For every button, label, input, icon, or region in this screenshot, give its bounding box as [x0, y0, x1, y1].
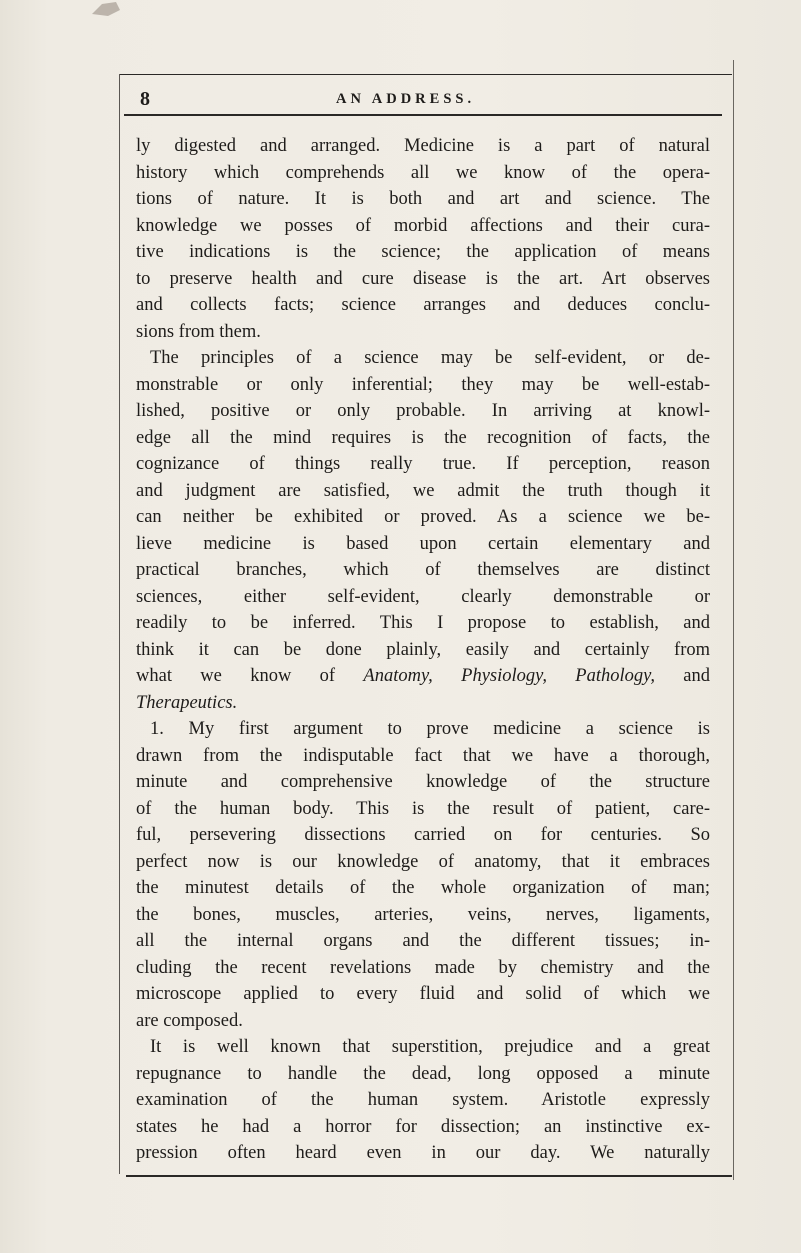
left-border-rule: [119, 74, 120, 1174]
italic-term-physiology: Physiology,: [461, 666, 547, 686]
text-line: knowledge we posses of morbid affections and their cura-: [136, 215, 710, 236]
text-line: the minutest details of the whole organization of man;: [136, 878, 710, 898]
text-line: of the human body. This is the result of patient, care-: [136, 798, 710, 819]
text-line: history which comprehends all we know of the opera-: [136, 162, 710, 183]
text-line: edge all the mind requires is the recognition of facts, the: [136, 427, 710, 448]
body-text: [136, 133, 710, 1167]
text-line: 1. My first argument to prove medicine a science is: [150, 719, 710, 739]
text-line: cluding the recent revelations made by chemistry and the: [136, 957, 710, 978]
text-line: the bones, muscles, arteries, veins, nerves, ligaments,: [136, 904, 710, 925]
text-line: sciences, either self-evident, clearly demonstrable or: [136, 586, 710, 607]
header-rule: [124, 114, 722, 116]
text-line: and collects facts; science arranges and deduces conclu-: [136, 295, 710, 315]
text-line: microscope applied to every fluid and solid of which we: [136, 984, 710, 1004]
italic-term-pathology: Pathology,: [575, 666, 655, 686]
text-line: monstrable or only inferential; they may be well-estab-: [136, 374, 710, 395]
text-line: all the internal organs and the different tissues; in-: [136, 931, 710, 951]
text-line: lieve medicine is based upon certain elementary and: [136, 533, 710, 554]
text-line-lead: what we know of: [136, 666, 336, 686]
text-line: pression often heard even in our day. We naturally: [136, 1143, 710, 1163]
text-line: lished, positive or only probable. In arriving at knowl-: [136, 401, 710, 421]
text-line: drawn from the indisputable fact that we have a thorough,: [136, 745, 710, 766]
text-line: repugnance to handle the dead, long opposed a minute: [136, 1063, 710, 1084]
top-border-rule: [120, 74, 732, 75]
text-line: practical branches, which of themselves are distinct: [136, 560, 710, 580]
text-line: sions from them.: [136, 321, 261, 342]
text-line: and judgment are satisfied, we admit the truth though it: [136, 480, 710, 501]
text-line: readily to be inferred. This I propose to establish, and: [136, 613, 710, 633]
text-line: to preserve health and cure disease is the art. Art observes: [136, 268, 710, 289]
page-number: 8: [140, 88, 150, 110]
text-line: [136, 690, 710, 717]
bottom-border-rule: [126, 1175, 732, 1177]
text-line: It is well known that superstition, prejudice and a great: [150, 1037, 710, 1057]
text-line: can neither be exhibited or proved. As a science we be-: [136, 507, 710, 527]
text-line: cognizance of things really true. If perception, reason: [136, 454, 710, 474]
text-line: ly digested and arranged. Medicine is a part of natural: [136, 136, 710, 156]
text-line: are composed.: [136, 1010, 243, 1031]
text-line: The principles of a science may be self-evident, or de-: [150, 348, 710, 368]
text-line: minute and comprehensive knowledge of the structure: [136, 772, 710, 792]
text-line: ful, persevering dissections carried on for centuries. So: [136, 825, 710, 845]
text-line: tive indications is the science; the application of means: [136, 242, 710, 262]
text-line: examination of the human system. Aristotle expressly: [136, 1090, 710, 1110]
italic-term-conjunction: and: [683, 666, 711, 686]
text-line-italic-terms: [136, 663, 710, 690]
running-head: [140, 88, 700, 112]
corner-ink-mark: [88, 0, 124, 20]
text-line: states he had a horror for dissection; an instinctive ex-: [136, 1116, 710, 1137]
text-line: tions of nature. It is both and art and science. The: [136, 189, 710, 209]
italic-term-anatomy: Anatomy,: [363, 666, 433, 686]
text-line: think it can be done plainly, easily and certainly from: [136, 639, 710, 660]
running-title: AN ADDRESS.: [336, 91, 476, 107]
text-line: perfect now is our knowledge of anatomy, that it embraces: [136, 851, 710, 872]
right-border-rule: [733, 60, 734, 1180]
italic-term-therapeutics: Therapeutics.: [136, 692, 238, 713]
